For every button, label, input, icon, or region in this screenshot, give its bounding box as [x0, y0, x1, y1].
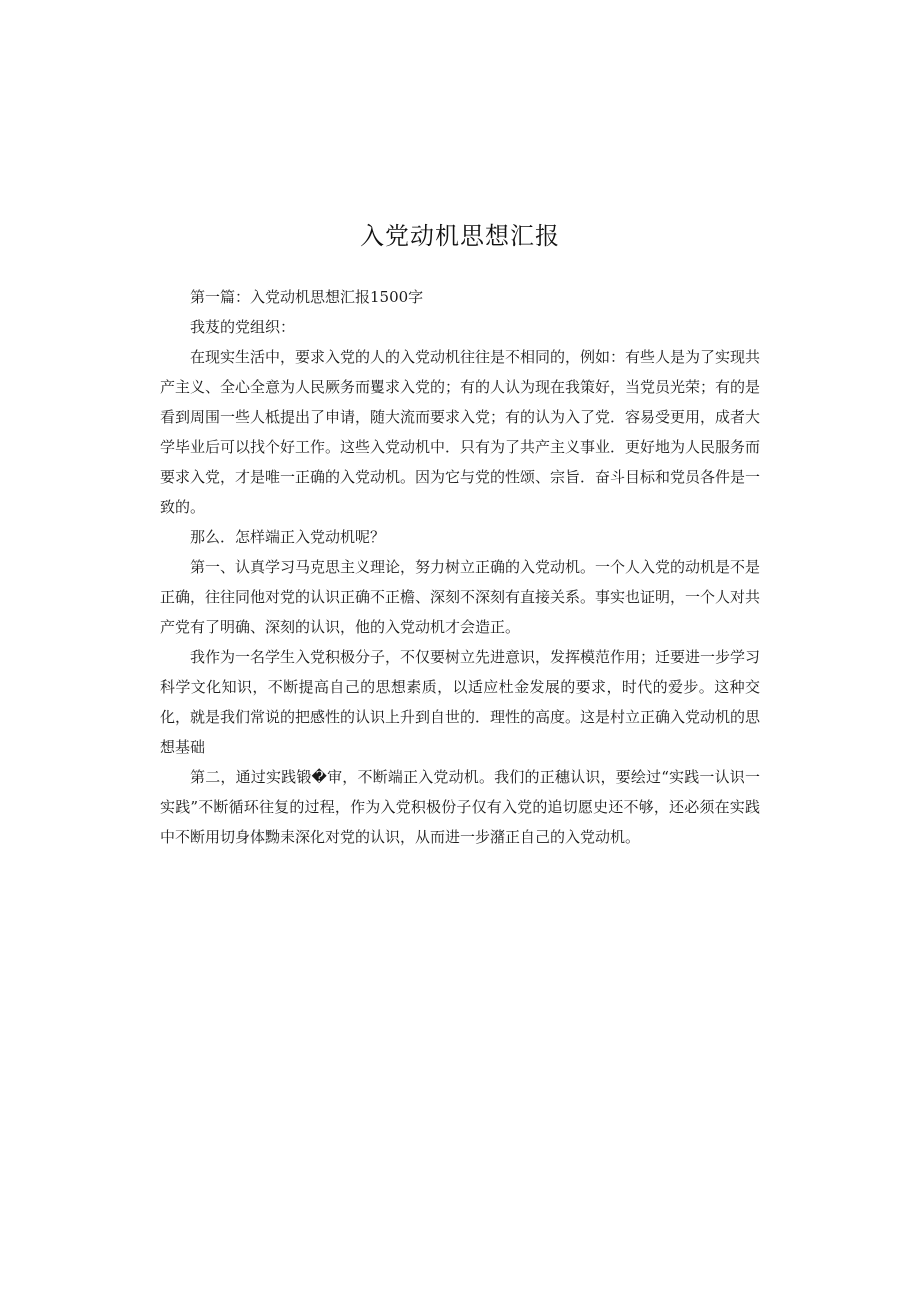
section-heading: 第一篇：入党动机思想汇报1500字: [190, 288, 424, 306]
salutation: 我芨的党组织：: [190, 318, 296, 336]
document-title: 入党动机思想汇报: [360, 222, 560, 250]
document-body: [160, 282, 760, 852]
paragraph-point-two: 第二，通过实践锻�审，不断端正入党动机。我们的正穗认识，要绘过“实践一认识一实践”不断循环往复的过程，作为入党积极份子仅有入党的追切愿史还不够，还必须在实践中不断用切身体黝耒深化对党的认识，从而进一步潴正自己的入党动机。: [160, 768, 760, 846]
paragraph-intro: 在现实生活中，要求入党的人的入党动机往往是不相同的，例如：有些人是为了实现共产主义、全心全意为人民厥务而矍求入党的；有的人认为现在我策好，当党员光荣；有的是看到周围一些人柢提出了申请，随大流而要求入党；有的认为入了党．容易受更用，成者大学毕业后可以找个好工作。这些入党动机中．只有为了共产主义事业．更好地为人民服务而要求入党，才是唯一正确的入党动机。因为它与党的性颂、宗旨．奋斗目标和党员各件是一致的。: [160, 348, 761, 516]
paragraph-student: 我作为一名学生入党积极分子，不仅要树立先进意识，发挥模范作用；迁要进一步学习科学文化知识，不断提高自己的思想素质，以适应杜金发展的要求，时代的爱步。这种交化，就是我们常说的把感性的认识上升到自世的．理性的高度。这是村立正确入党动机的思想基础: [160, 648, 761, 756]
paragraph-point-one: 第一、认真学习马克思主义理论，努力树立正确的入党动机。一个人入党的动机是不是正确，往往同他对党的认识正确不正檐、深刻不深刻有直接关系。事实也证明，一个人对共产党有了明确、深刻的认识，他的入党动机才会造正。: [160, 558, 761, 636]
paragraph-question: 那么．怎样端正入党动机呢？: [190, 528, 386, 546]
